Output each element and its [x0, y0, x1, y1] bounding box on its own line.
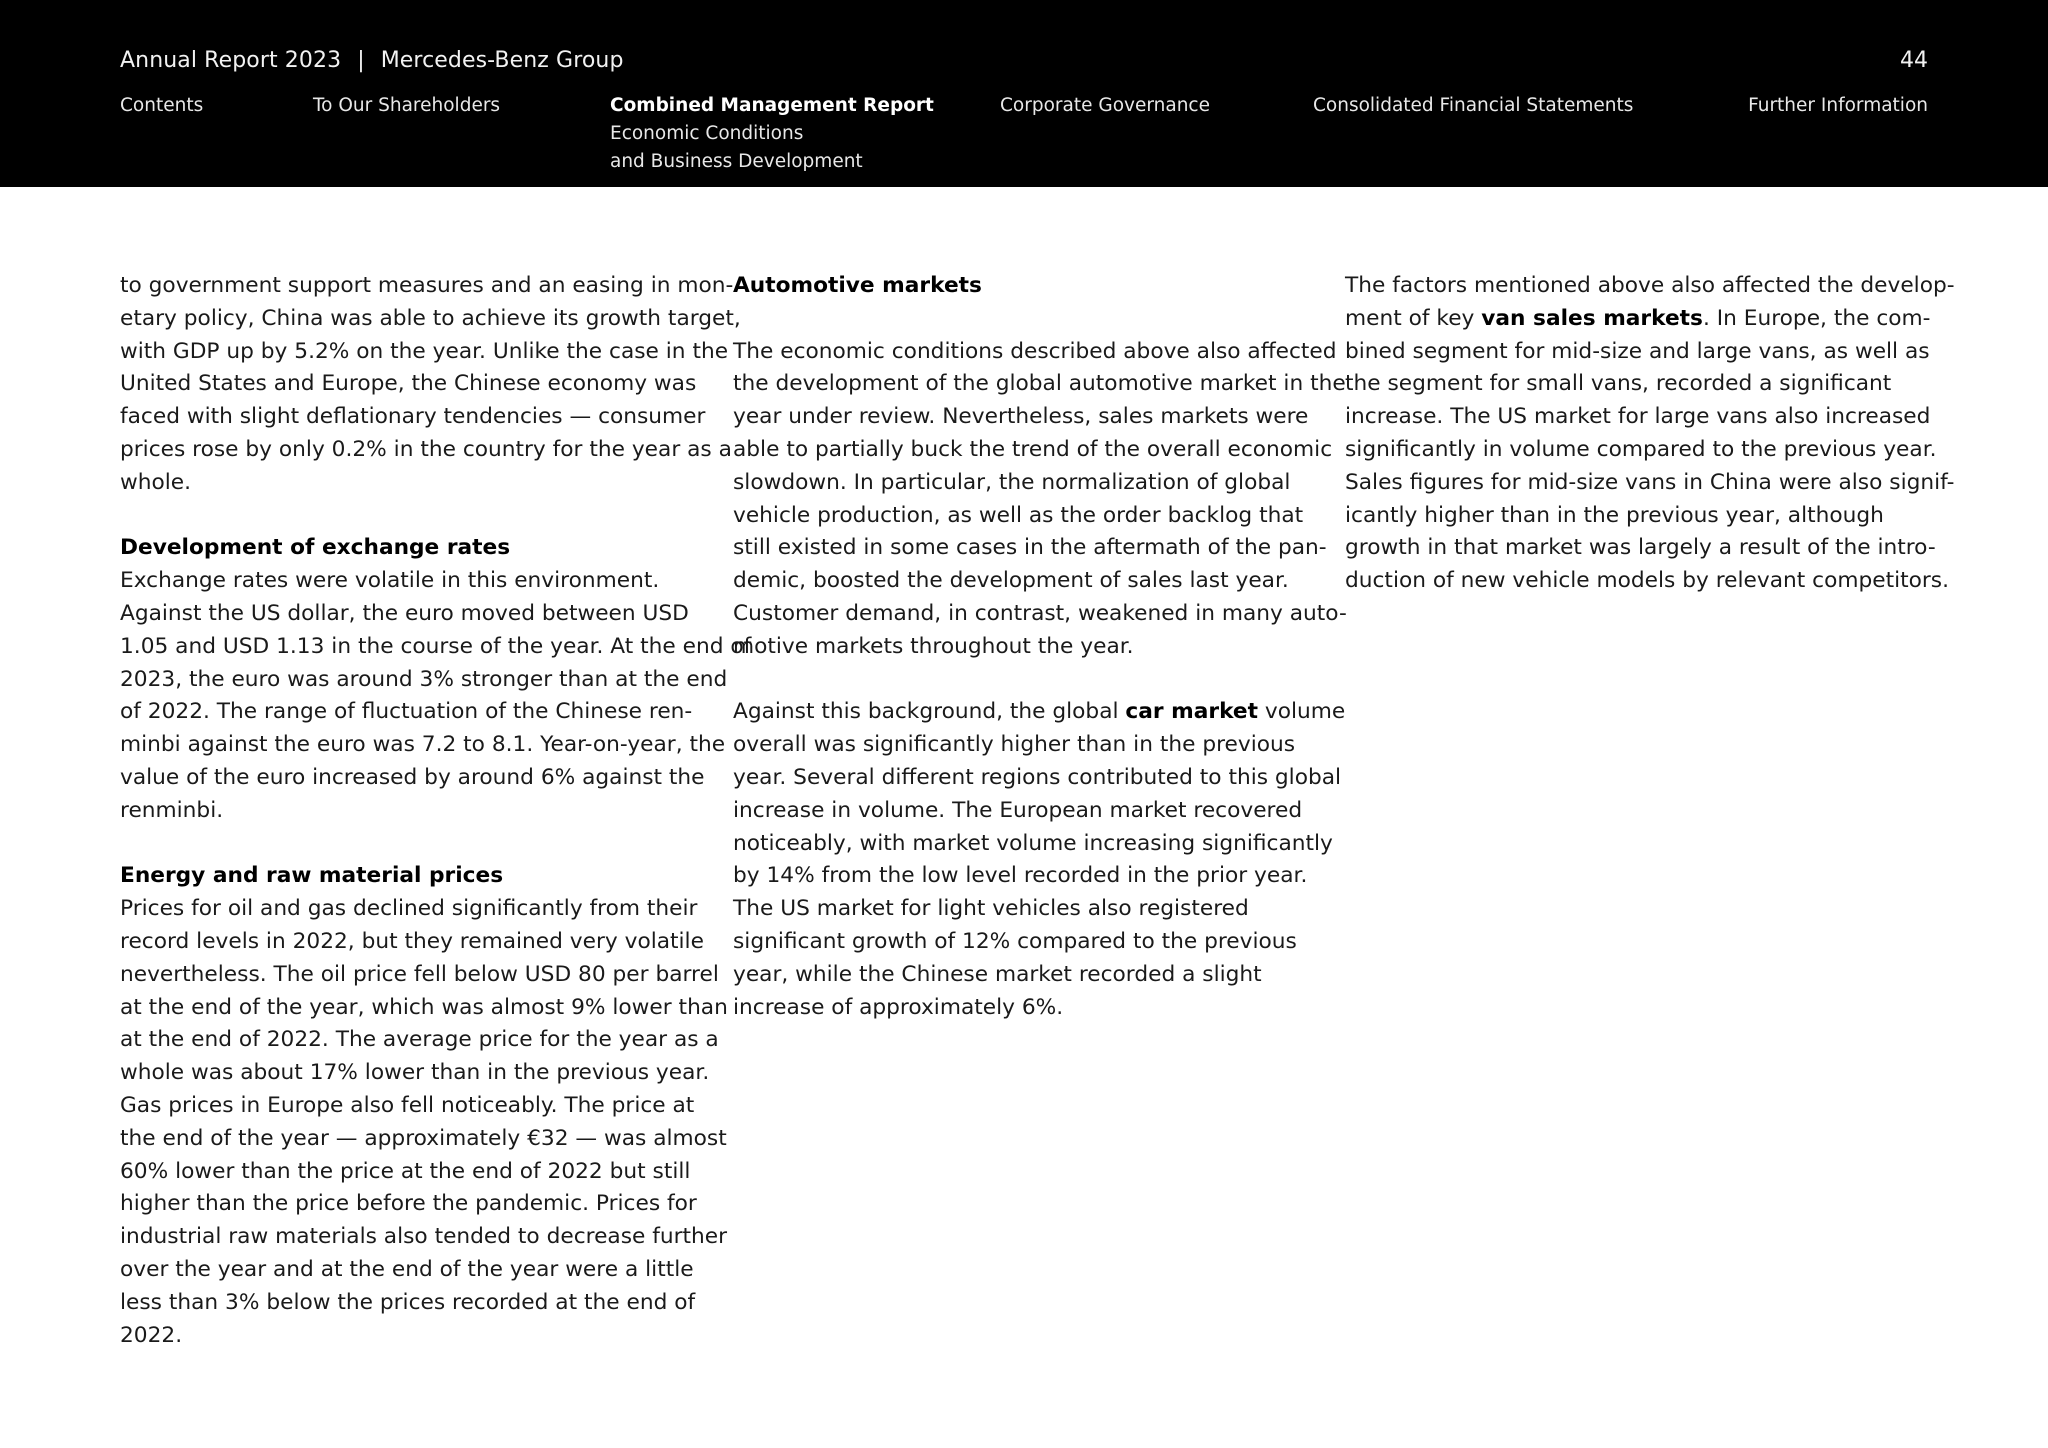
company-name: Mercedes-Benz Group [380, 48, 624, 73]
paragraph-spacer [120, 828, 751, 861]
text-line: the development of the global automotive market in the [733, 371, 1346, 397]
text-line: the segment for small vans, recorded a significant [1345, 371, 1892, 397]
text-line: still existed in some cases in the aftermath of the pan- [733, 535, 1327, 561]
paragraph-china-economy [120, 270, 751, 500]
text-line: The factors mentioned above also affected the develop- [1345, 273, 1955, 298]
text-line: to government support measures and an easing in mon- [120, 273, 734, 298]
text-line: at the end of 2022. The average price for the year as a [120, 1027, 719, 1053]
text-line: Against the US dollar, the euro moved between USD [120, 600, 689, 626]
heading-energy-prices: Energy and raw material prices [120, 863, 504, 889]
report-title [120, 48, 624, 73]
text-line: motive markets throughout the year. [733, 633, 1134, 659]
text-line: bined segment for mid-size and large vans, as well as [1345, 338, 1930, 364]
text-line: increase. The US market for large vans also increased [1345, 404, 1931, 430]
text-line: The US market for light vehicles also registered [733, 896, 1249, 922]
text-line: renminbi. [120, 797, 224, 823]
paragraph-spacer [733, 303, 1347, 336]
title-separator: | [357, 48, 365, 73]
nav-sub-economic-conditions[interactable]: Economic Conditions [610, 123, 804, 144]
text-line: prices rose by only 0.2% in the country for the year as a [120, 436, 732, 462]
text-line: significant growth of 12% compared to the previous [733, 928, 1297, 954]
text-line: icantly higher than in the previous year, although [1345, 502, 1884, 528]
text-line: duction of new vehicle models by relevant competitors. [1345, 568, 1949, 594]
text-line: nevertheless. The oil price fell below USD 80 per barrel [120, 961, 719, 987]
column-1 [120, 270, 751, 1352]
text-line: etary policy, China was able to achieve its growth target, [120, 305, 741, 331]
text-line: demic, boosted the development of sales last year. [733, 568, 1289, 594]
heading-automotive-markets: Automotive markets [733, 273, 982, 298]
text-line: the end of the year — approximately €32 — was almost [120, 1125, 727, 1151]
text-line: whole was about 17% lower than in the previous year. [120, 1060, 710, 1086]
text-line: 2022. [120, 1322, 183, 1348]
keyword-van-sales-markets: van sales markets [1481, 305, 1703, 331]
page-number: 44 [1900, 48, 1928, 73]
text-line: year. Several different regions contributed to this global [733, 764, 1342, 790]
paragraph-automotive-market [733, 336, 1347, 664]
text-line: Gas prices in Europe also fell noticeably. The price at [120, 1092, 695, 1118]
text-line: vehicle production, as well as the order backlog that [733, 502, 1304, 528]
nav-corporate-governance[interactable]: Corporate Governance [1000, 95, 1210, 116]
text-line: Exchange rates were volatile in this environment. [120, 568, 660, 594]
nav-sub-business-development[interactable]: and Business Development [610, 151, 863, 172]
text-line [733, 696, 1347, 729]
heading-exchange-rates: Development of exchange rates [120, 535, 511, 561]
text-line: overall was significantly higher than in the previous [733, 732, 1296, 758]
text-line: over the year and at the end of the year were a little [120, 1256, 694, 1282]
text-line: minbi against the euro was 7.2 to 8.1. Year-on-year, the [120, 732, 726, 758]
column-2 [733, 270, 1347, 1024]
text-line: 1.05 and USD 1.13 in the course of the year. At the end of [120, 633, 752, 659]
text-run: . In Europe, the com- [1702, 305, 1931, 331]
nav-consolidated-financial-statements[interactable]: Consolidated Financial Statements [1313, 95, 1634, 116]
text-line: at the end of the year, which was almost 9% lower than [120, 994, 728, 1020]
text-line: with GDP up by 5.2% on the year. Unlike the case in the [120, 338, 729, 364]
text-run: Against this background, the global [733, 699, 1126, 725]
paragraph-car-market [733, 696, 1347, 1024]
text-line: increase of approximately 6%. [733, 994, 1064, 1020]
nav-further-information[interactable]: Further Information [1748, 95, 1928, 116]
text-line: Sales figures for mid-size vans in China were also signif- [1345, 469, 1955, 495]
text-line: 60% lower than the price at the end of 2022 but still [120, 1158, 691, 1184]
text-line: of 2022. The range of fluctuation of the Chinese ren- [120, 699, 693, 725]
text-line [1345, 303, 1955, 336]
text-line: able to partially buck the trend of the overall economic [733, 436, 1333, 462]
nav-combined-management-report[interactable]: Combined Management Report [610, 95, 934, 116]
paragraph-spacer [733, 664, 1347, 697]
text-run: volume [1258, 699, 1346, 725]
text-line: slowdown. In particular, the normalization of global [733, 469, 1291, 495]
text-line: noticeably, with market volume increasing significantly [733, 830, 1333, 856]
paragraph-energy-prices [120, 893, 751, 1352]
text-line: record levels in 2022, but they remained very volatile [120, 928, 704, 954]
text-line: The economic conditions described above also affected [733, 338, 1337, 364]
paragraph-spacer [120, 500, 751, 533]
text-line: growth in that market was largely a result of the intro- [1345, 535, 1936, 561]
paragraph-exchange-rates [120, 565, 751, 827]
text-line: value of the euro increased by around 6% against the [120, 764, 705, 790]
nav-contents[interactable]: Contents [120, 95, 204, 116]
text-line: less than 3% below the prices recorded at the end of [120, 1289, 696, 1315]
nav-to-our-shareholders[interactable]: To Our Shareholders [313, 95, 501, 116]
text-line: industrial raw materials also tended to decrease further [120, 1224, 728, 1250]
column-3 [1345, 270, 1955, 598]
text-line: by 14% from the low level recorded in the prior year. [733, 863, 1308, 889]
text-run: ment of key [1345, 305, 1482, 331]
text-line: year, while the Chinese market recorded a slight [733, 961, 1262, 987]
text-line: significantly in volume compared to the previous year. [1345, 436, 1937, 462]
text-line: Customer demand, in contrast, weakened in many auto- [733, 600, 1347, 626]
text-line: higher than the price before the pandemic. Prices for [120, 1191, 697, 1217]
text-line: increase in volume. The European market recovered [733, 797, 1303, 823]
header-bar [0, 0, 2048, 187]
text-line: Prices for oil and gas declined significantly from their [120, 896, 698, 922]
text-line: whole. [120, 469, 192, 495]
report-name: Annual Report 2023 [120, 48, 342, 73]
text-line: 2023, the euro was around 3% stronger than at the end [120, 666, 728, 692]
text-line: United States and Europe, the Chinese economy was [120, 371, 697, 397]
keyword-car-market: car market [1125, 699, 1259, 725]
text-line: faced with slight deflationary tendencies — consumer [120, 404, 706, 430]
paragraph-van-markets [1345, 270, 1955, 598]
text-line: year under review. Nevertheless, sales markets were [733, 404, 1309, 430]
